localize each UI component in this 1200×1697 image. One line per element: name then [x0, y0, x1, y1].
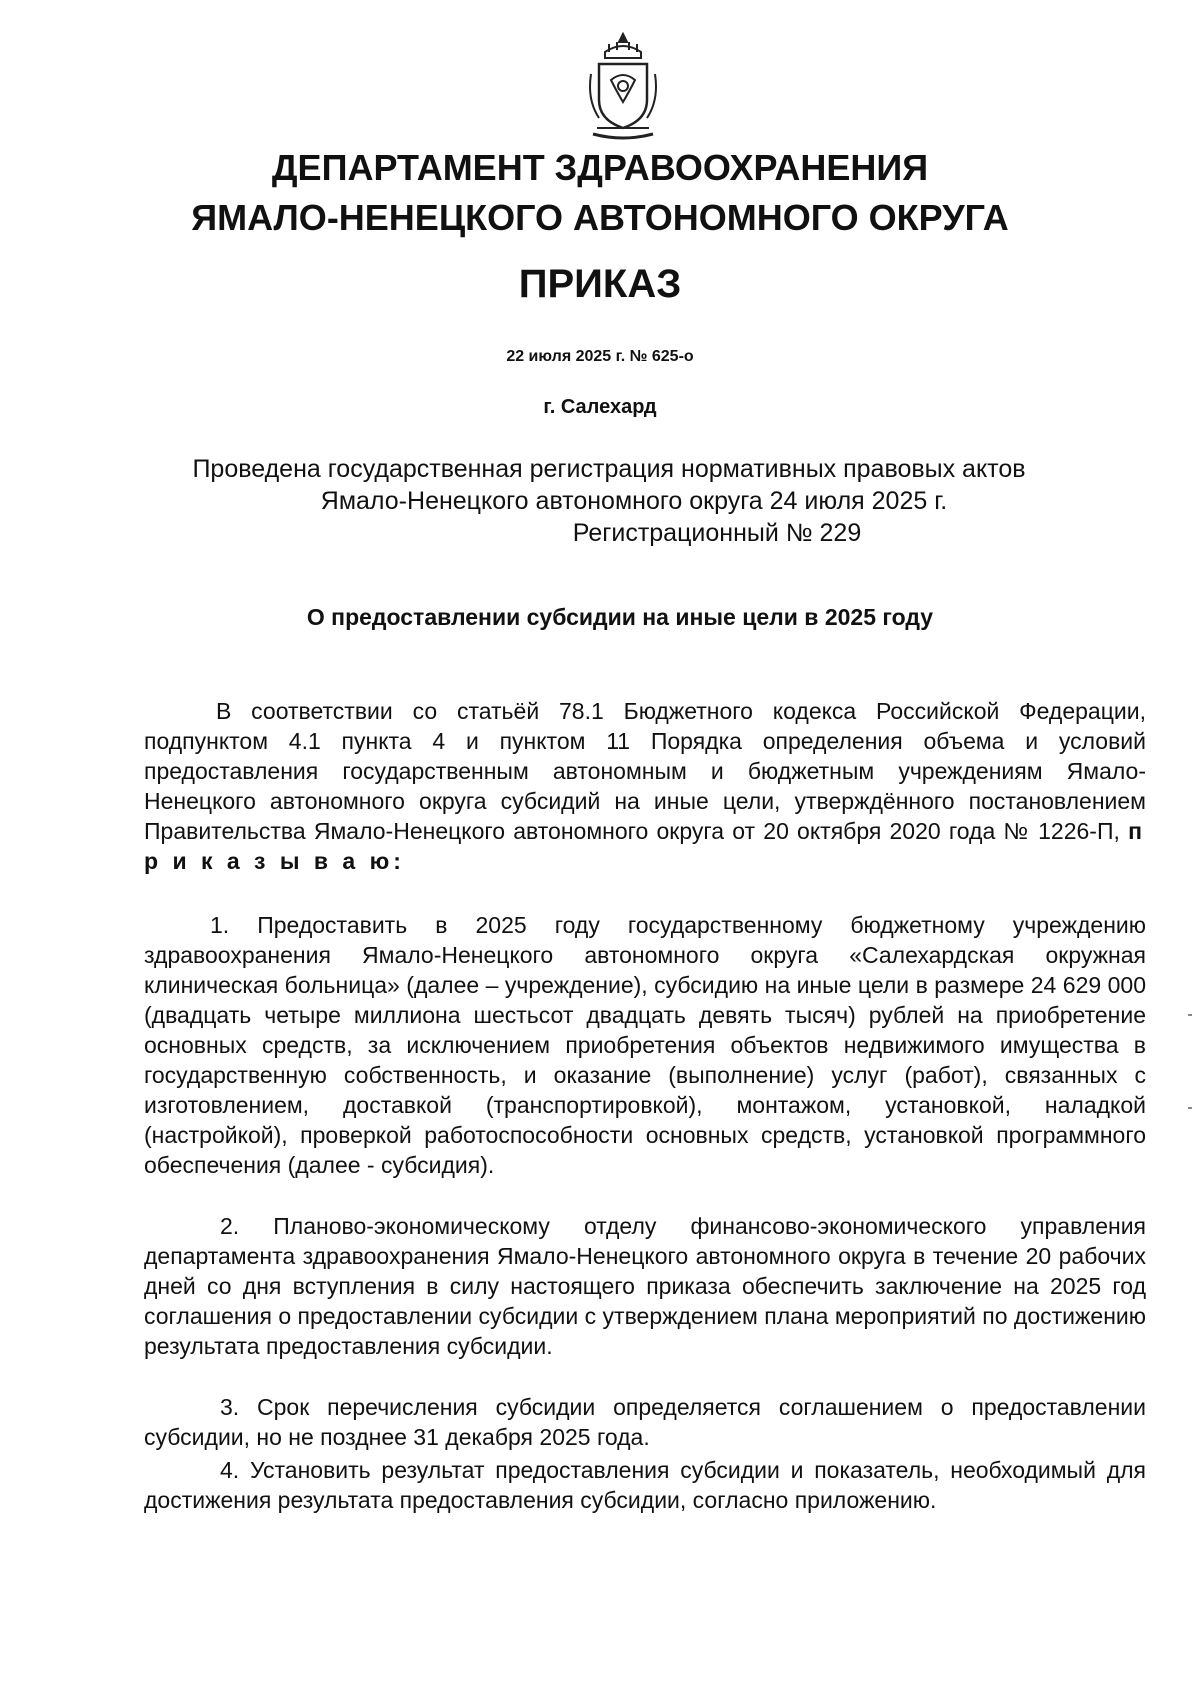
preamble-text: В соответствии со статьёй 78.1 Бюджетного кодекса Российской Федерации, подпунктом 4.1 пункта 4 и пунктом 11 Порядка определения объема и условий предоставления государственным автономным и бюджетным учреждениям Ямало-Ненецкого автономного округа субсидий на иные цели, утверждённого постановлением Правительства Ямало-Ненецкого автономного округа от 20 октября 2020 года № 1226-П, [144, 698, 1146, 844]
registration-line-2: Ямало-Ненецкого автономного округа 24 июля 2025 г. [320, 487, 948, 515]
order-word: п р и к а з ы в а ю: [144, 818, 1146, 874]
registration-stamp [0, 453, 1200, 549]
date-and-number: 22 июля 2025 г. № 625-о [506, 348, 694, 365]
scan-edge-mark [1188, 1014, 1192, 1016]
preamble-paragraph [144, 696, 1146, 876]
scan-edge-mark [1188, 1107, 1192, 1109]
registration-line-3: Регистрационный № 229 [572, 519, 862, 547]
coat-of-arms-icon [583, 30, 663, 142]
department-line-1: ДЕПАРТАМЕНТ ЗДРАВООХРАНЕНИЯ [271, 147, 929, 188]
registration-line-1: Проведена государственная регистрация нормативных правовых актов [192, 455, 1026, 483]
order-item-4: 4. Установить результат предоставления субсидии и показатель, необходимый для достижения результата предоставления субсидии, согласно приложению. [144, 1457, 1146, 1513]
department-name [0, 143, 1200, 243]
order-item-1: 1. Предоставить в 2025 году государственному бюджетному учреждению здравоохранения Ямало-Ненецкого автономного округа «Салехардская окружная клиническая больница» (далее – учреждение), субсидию на иные цели в размере 24 629 000 (двадцать четыре миллиона шестьсот двадцать девять тысяч) рублей на приобретение основных средств, за исключением приобретения объектов недвижимого имущества в государственную собственность, и оказание (выполнение) услуг (работ), связанных с изготовлением, доставкой (транспортировкой), монтажом, установкой, наладкой (настройкой), проверкой работоспособности основных средств, установкой программного обеспечения (далее - субсидия). [144, 912, 1146, 1178]
document-subject: О предоставлении субсидии на иные цели в 2025 году [306, 604, 934, 630]
city: г. Салехард [543, 396, 657, 418]
order-item-2: 2. Планово-экономическому отделу финансово-экономического управления департамента здравоохранения Ямало-Ненецкого автономного округа в течение 20 рабочих дней со дня вступления в силу настоящего приказа обеспечить заключение на 2025 год соглашения о предоставлении субсидии с утверждением плана мероприятий по достижению результата предоставления субсидии. [144, 1213, 1146, 1359]
document-type: ПРИКАЗ [518, 262, 682, 306]
order-item-3: 3. Срок перечисления субсидии определяется соглашением о предоставлении субсидии, но не позднее 31 декабря 2025 года. [144, 1394, 1146, 1450]
department-line-2: ЯМАЛО-НЕНЕЦКОГО АВТОНОМНОГО ОКРУГА [191, 197, 1009, 238]
